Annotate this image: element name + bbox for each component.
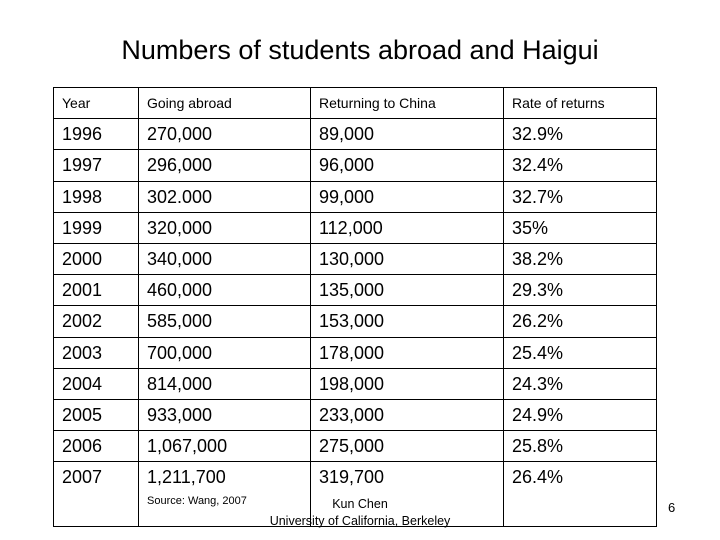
- going-abroad-cell: 296,000: [139, 150, 311, 181]
- rate-cell: 24.9%: [504, 400, 657, 431]
- going-abroad-cell: 700,000: [139, 337, 311, 368]
- rate-cell: 38.2%: [504, 244, 657, 275]
- returning-cell: 112,000: [311, 212, 504, 243]
- returning-cell: 130,000: [311, 244, 504, 275]
- returning-cell: 233,000: [311, 400, 504, 431]
- going-abroad-cell: 320,000: [139, 212, 311, 243]
- table-header-row: [54, 88, 657, 119]
- year-cell: 2001: [54, 275, 139, 306]
- rate-cell: 24.3%: [504, 368, 657, 399]
- year-cell: 2006: [54, 431, 139, 462]
- returning-cell: 153,000: [311, 306, 504, 337]
- table-row: [54, 337, 657, 368]
- rate-cell: 26.2%: [504, 306, 657, 337]
- author-footer: [258, 496, 462, 530]
- author-affiliation: University of California, Berkeley: [269, 514, 451, 528]
- year-cell: 2005: [54, 400, 139, 431]
- rate-cell: 35%: [504, 212, 657, 243]
- going-abroad-cell: 270,000: [139, 119, 311, 150]
- year-cell: 2007: [54, 462, 139, 527]
- year-cell: 2004: [54, 368, 139, 399]
- returning-cell: 89,000: [311, 119, 504, 150]
- table-row: [54, 212, 657, 243]
- going-abroad-cell: 585,000: [139, 306, 311, 337]
- table-row: [54, 181, 657, 212]
- author-name: Kun Chen: [332, 497, 388, 511]
- going-abroad-cell: 814,000: [139, 368, 311, 399]
- rate-cell: 32.7%: [504, 181, 657, 212]
- rate-cell: 25.8%: [504, 431, 657, 462]
- going-abroad-cell: 1,067,000: [139, 431, 311, 462]
- year-cell: 1996: [54, 119, 139, 150]
- returning-cell: 178,000: [311, 337, 504, 368]
- students-table: [53, 87, 657, 527]
- page-number: 6: [668, 500, 676, 515]
- table-row: [54, 244, 657, 275]
- going-abroad-cell: 933,000: [139, 400, 311, 431]
- year-cell: 2002: [54, 306, 139, 337]
- year-cell: 2000: [54, 244, 139, 275]
- returning-cell: 275,000: [311, 431, 504, 462]
- table-row: [54, 306, 657, 337]
- rate-cell: 32.9%: [504, 119, 657, 150]
- returning-cell: 319,700: [311, 462, 504, 527]
- table-row: [54, 150, 657, 181]
- going-abroad-cell: 460,000: [139, 275, 311, 306]
- source-note: Source: Wang, 2007: [147, 495, 247, 508]
- table-row: [54, 431, 657, 462]
- returning-cell: 198,000: [311, 368, 504, 399]
- going-abroad-value: 1,211,700: [147, 467, 226, 488]
- header-year: Year: [54, 88, 139, 119]
- table-row: [54, 368, 657, 399]
- returning-cell: 135,000: [311, 275, 504, 306]
- year-cell: 2003: [54, 337, 139, 368]
- header-returning: Returning to China: [311, 88, 504, 119]
- rate-cell: 26.4%: [504, 462, 657, 527]
- year-cell: 1999: [54, 212, 139, 243]
- rate-cell: 32.4%: [504, 150, 657, 181]
- rate-cell: 29.3%: [504, 275, 657, 306]
- header-rate: Rate of returns: [504, 88, 657, 119]
- rate-cell: 25.4%: [504, 337, 657, 368]
- returning-cell: 96,000: [311, 150, 504, 181]
- table-row: [54, 275, 657, 306]
- going-abroad-cell: 340,000: [139, 244, 311, 275]
- year-cell: 1998: [54, 181, 139, 212]
- table-row: [54, 400, 657, 431]
- returning-cell: 99,000: [311, 181, 504, 212]
- year-cell: 1997: [54, 150, 139, 181]
- table-row: [54, 119, 657, 150]
- going-abroad-cell: 302.000: [139, 181, 311, 212]
- header-going-abroad: Going abroad: [139, 88, 311, 119]
- slide-title: Numbers of students abroad and Haigui: [121, 35, 599, 65]
